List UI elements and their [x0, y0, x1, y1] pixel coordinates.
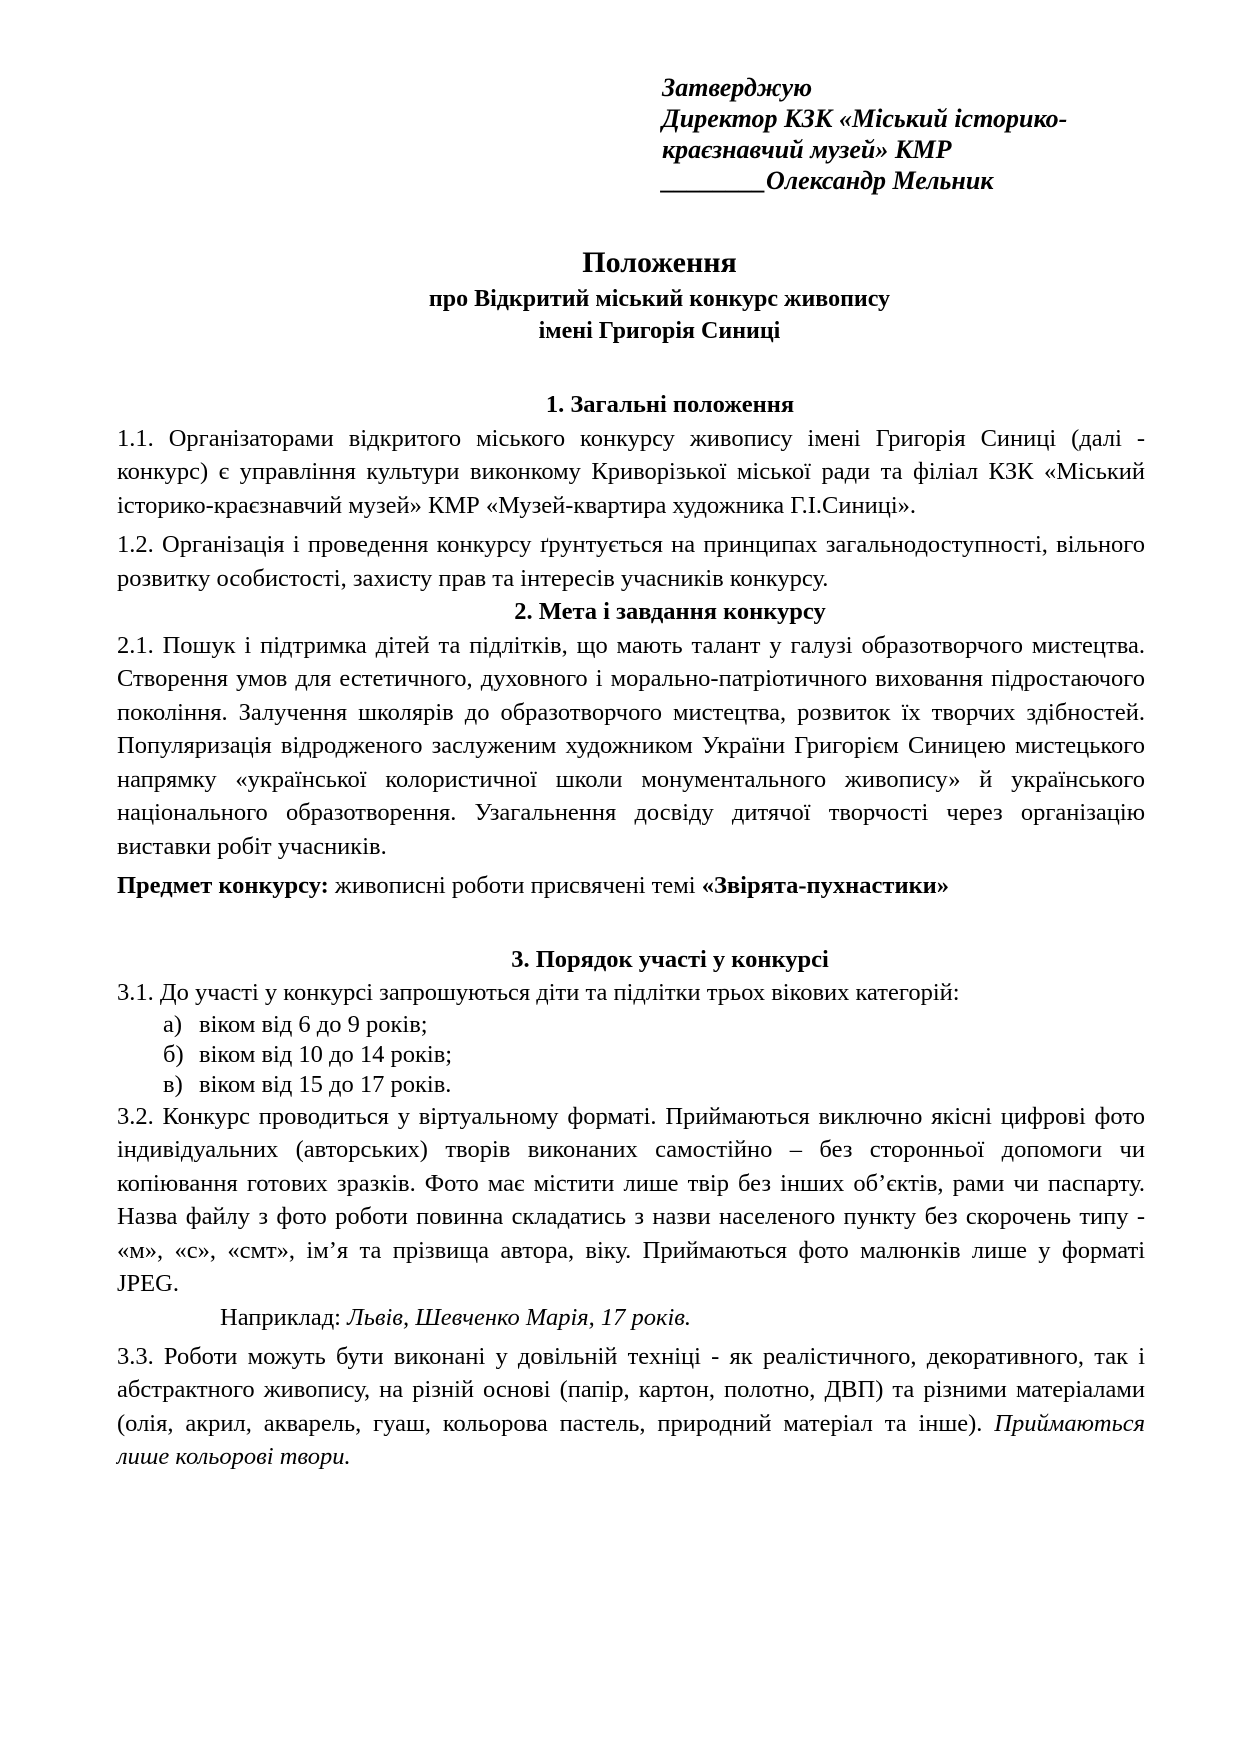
approval-signature [662, 165, 1067, 196]
age-group-item: б) віком від 10 до 14 років; [163, 1040, 453, 1068]
age-group-item: в) віком від 15 до 17 років. [163, 1070, 452, 1098]
subject-label: Предмет конкурсу: [117, 872, 329, 899]
approval-title: Затверджую [662, 73, 813, 102]
document-body [117, 388, 1145, 1474]
document-title: Положення [582, 246, 737, 279]
section-2-heading: 2. Мета і завдання конкурсу [514, 598, 826, 625]
section-3-heading: 3. Порядок участі у конкурсі [511, 945, 829, 973]
document-subtitle-line2: імені Григорія Синиці [538, 318, 781, 344]
subject-text: живописні роботи присвячені темі [328, 872, 702, 899]
contest-subject [117, 869, 1145, 903]
document-subtitle-line1: про Відкритий міський конкурс живопису [428, 286, 891, 312]
subject-theme: «Звірята-пухнастики» [701, 872, 950, 899]
age-group-item: а) віком від 6 до 9 років; [163, 1010, 428, 1038]
filename-example: Наприклад: Львів, Шевченко Марія, 17 років. [220, 1303, 692, 1331]
paragraph-3-1: 3.1. До участі у конкурсі запрошуються діти та підлітки трьох вікових категорій: [117, 979, 960, 1006]
paragraph-3-2: 3.2. Конкурс проводиться у віртуальному форматі. Приймаються виключно якісні цифрові фото індивідуальних (авторських) творів виконаних самостійно – без сторонньої допомоги чи копіювання готових зразків. Фото має містити лише твір без інших об’єктів, рами чи паспарту. Назва файлу з фото роботи повинна складатись з назви населеного пункту без скорочень типу - «м», «с», «смт», ім’я та прізвища автора, віку. Приймаються фото малюнків лише у форматі JPEG. [117, 1102, 1145, 1297]
paragraph-2-1: 2.1. Пошук і підтримка дітей та підлітків, що мають талант у галузі образотворчого мистецтва. Створення умов для естетичного, духовного і морально-патріотичного виховання підростаючого покоління. Залучення школярів до образотворчого мистецтва, розвиток їх творчих здібностей. Популяризація відродженого заслуженим художником України Григорієм Синицею мистецького напрямку «української колористичної школи монументального живопису» й українського національного образотворення. Узагальнення досвіду дитячої творчості через організацію виставки робіт учасників. [117, 631, 1145, 860]
approval-position-line1: Директор КЗК «Міський історико- [662, 104, 1068, 133]
paragraph-3-3: 3.3. Роботи можуть бути виконані у довільній техніці - як реалістичного, декоративного, так і абстрактного живопису, на різній основі (папір, картон, полотно, ДВП) та різними матеріалами (олія, акрил, акварель, гуаш, кольорова пастель, природний матеріал та інше). Приймаються лише кольорові твори. [117, 1342, 1145, 1470]
signature-name: Олександр Мельник [766, 166, 994, 195]
approval-block [662, 72, 1067, 196]
signature-blank: ________ [662, 166, 766, 195]
section-1-heading: 1. Загальні положення [545, 391, 795, 418]
paragraph-1-2: 1.2. Організація і проведення конкурсу ґрунтується на принципах загальнодоступності, вільного розвитку особистості, захисту прав та інтересів учасників конкурсу. [117, 531, 1145, 592]
approval-position-line2: краєзнавчий музей» КМР [662, 135, 952, 164]
document-title-block [0, 243, 1241, 347]
paragraph-1-1: 1.1. Організаторами відкритого міського конкурсу живопису імені Григорія Синиці (далі - конкурс) є управління культури виконкому Криворізької міської ради та філіал КЗК «Міський історико-краєзнавчий музей» КМР «Музей-квартира художника Г.І.Синиці». [117, 424, 1145, 519]
